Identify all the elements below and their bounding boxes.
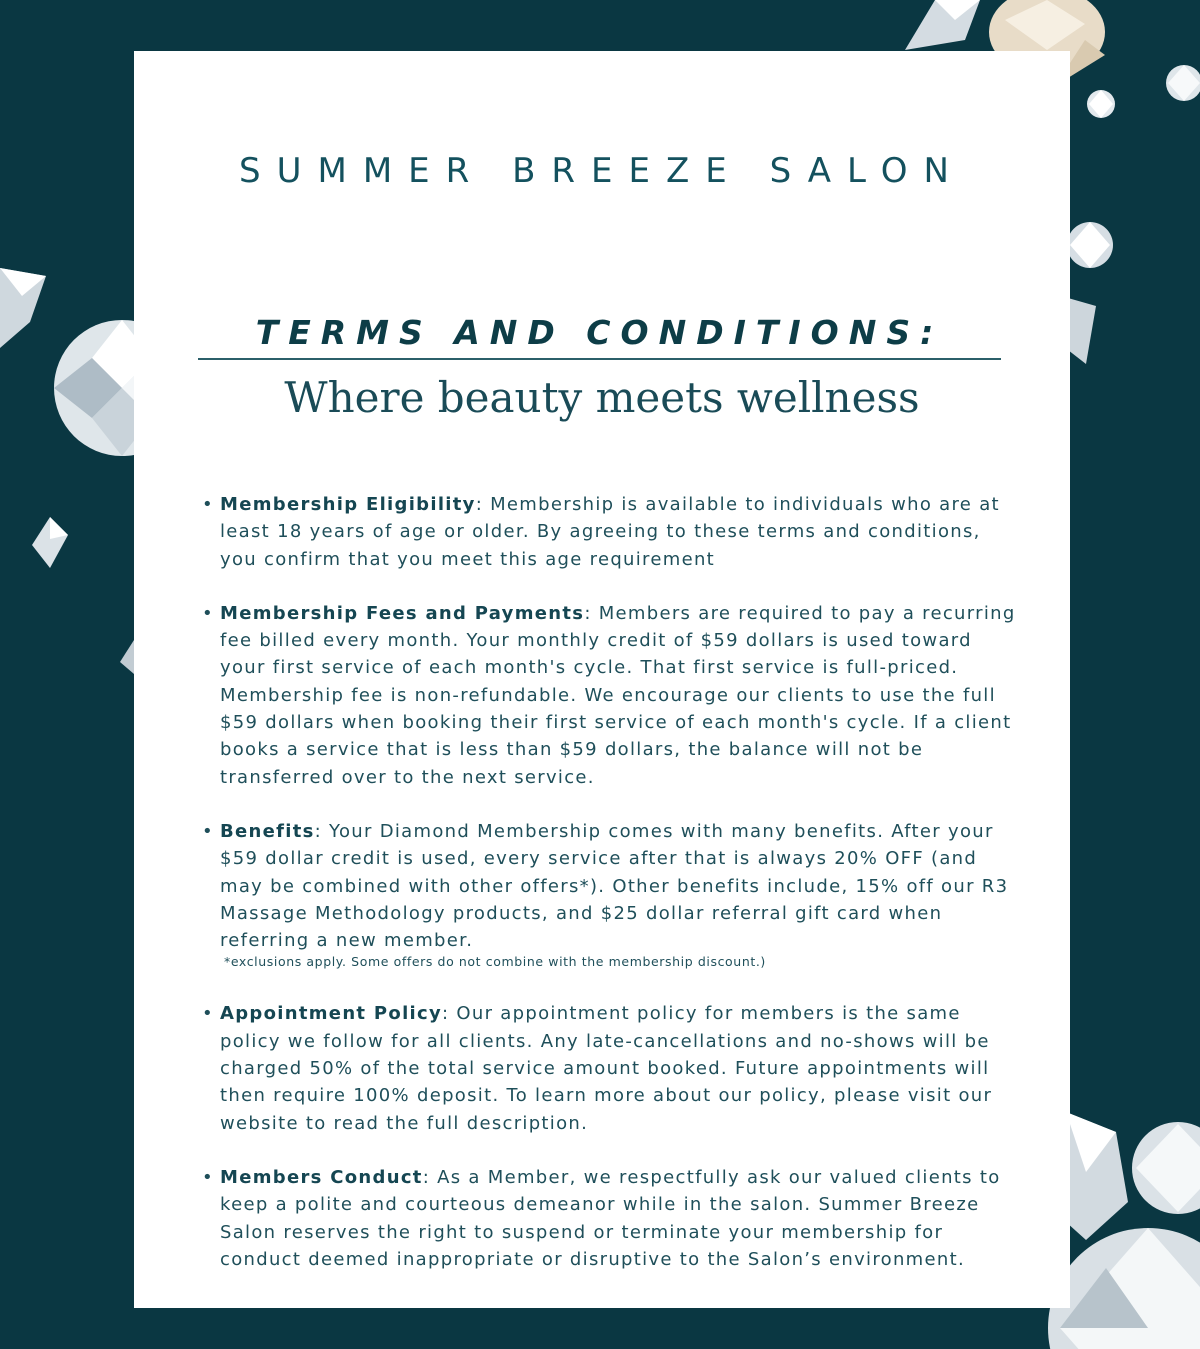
tagline: Where beauty meets wellness [284,373,920,422]
terms-list [220,491,1020,1300]
term-text: : Members are required to pay a recurring fee billed every month. Your monthly credit of $59 dollars is used toward your first service of each month's cycle. That first service is full-priced. Membership fee is non-refundable. We encourage our clients to use the full $59 dollars when booking their first service of each month's cycle. If a client books a service that is less than $59 dollars, the balance will not be transferred over to the next service. [220,602,1016,788]
diamond-icon [1068,298,1098,366]
term-text: : Membership is available to individuals who are at least 18 years of age or older. By agreeing to these terms and conditions, you confirm that you meet this age requirement [220,494,1000,570]
terms-card [134,51,1070,1308]
salon-name: SUMMER BREEZE SALON [239,151,965,191]
term-appointment-policy [220,1000,1020,1136]
diamond-icon [120,640,134,674]
diamond-icon [1066,214,1116,276]
diamond-icon [30,515,70,570]
term-text: : Our appointment policy for members is the same policy we follow for all clients. Any late-cancellations and no-shows will be charged 50% of the total service amount booked. Future appointments will then require 100% deposit. To learn more about our policy, please visit our website to read the full description. [220,1003,993,1134]
term-label: Benefits [220,820,315,842]
term-label: Membership Fees and Payments [220,602,585,624]
term-label: Appointment Policy [220,1003,443,1025]
diamond-icon [1162,62,1200,104]
term-text: : As a Member, we respectfully ask our valued clients to keep a polite and courteous demeanor while in the salon. Summer Breeze Salon reserves the right to suspend or terminate your membership for conduct deemed inappropriate or disruptive to the Salon’s environment. [220,1166,1001,1270]
terms-title: TERMS AND CONDITIONS: [255,313,944,352]
diamond-icon [0,262,50,352]
diamond-icon [1066,1112,1130,1242]
title-divider [198,358,1001,360]
diamond-icon [1130,1120,1200,1216]
term-benefits [220,818,1020,970]
term-membership-fees [220,600,1020,791]
diamond-icon [1085,88,1117,120]
benefits-footnote: *exclusions apply. Some offers do not combine with the membership discount.) [224,954,766,970]
diamond-icon [895,0,985,52]
term-label: Membership Eligibility [220,494,476,515]
term-text: : Your Diamond Membership comes with many benefits. After your $59 dollar credit is used, every service after that is always 20% OFF (and may be combined with other offers*). Other benefits include, 15% off our R3 Massage Methodology products, and $25 dollar referral gift card when referring a new member. [220,820,1009,952]
term-members-conduct [220,1164,1020,1273]
term-label: Members Conduct [220,1166,423,1188]
term-membership-eligibility [220,491,1020,573]
